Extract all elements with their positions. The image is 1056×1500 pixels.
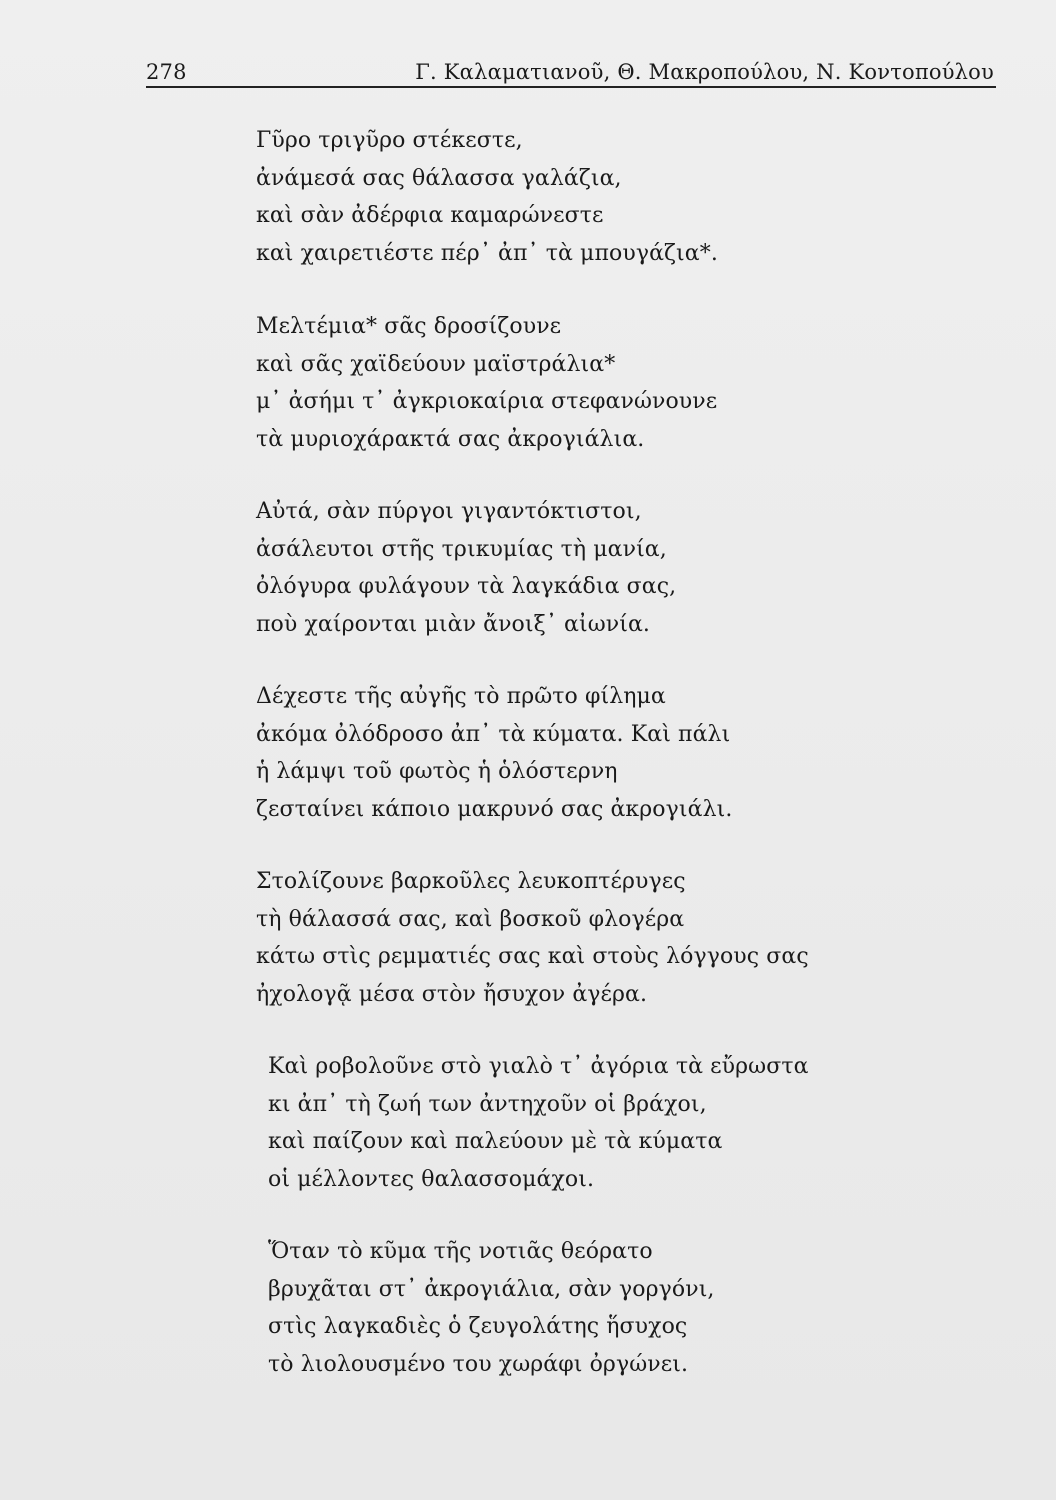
stanza-5: [256, 863, 976, 1013]
stanza-3: [256, 493, 976, 643]
running-head: [146, 44, 994, 84]
poem-line: ἡ λάμψι τοῦ φωτὸς ἡ ὁλόστερνη: [256, 759, 618, 784]
poem-line: Μελτέμια* σᾶς δροσίζουνε: [256, 314, 562, 339]
poem-line: Στολίζουνε βαρκοῦλες λευκοπτέρυγες: [256, 869, 686, 894]
poem-line: Γῦρο τριγῦρο στέκεστε,: [256, 128, 523, 153]
poem-line: τὰ μυριοχάρακτά σας ἀκρογιάλια.: [256, 426, 645, 452]
poem-line: βρυχᾶται στ᾽ ἀκρογιάλια, σὰν γοργόνι,: [268, 1276, 715, 1302]
stanza-6: [268, 1048, 976, 1198]
stanza-7: [268, 1233, 976, 1383]
poem-line: κάτω στὶς ρεμματιές σας καὶ στοὺς λόγγους σας: [256, 944, 809, 969]
poem-line: ὀλόγυρα φυλάγουν τὰ λαγκάδια σας,: [256, 574, 677, 599]
poem-line: Δέχεστε τῆς αὐγῆς τὸ πρῶτο φίλημα: [256, 684, 666, 709]
stanza-4: [256, 678, 976, 828]
stanza-1: [256, 122, 976, 272]
poem-line: Ὅταν τὸ κῦμα τῆς νοτιᾶς θεόρατο: [268, 1239, 653, 1264]
poem-line: καὶ σᾶς χαϊδεύουν μαϊστράλια*: [256, 351, 616, 377]
running-head-authors: Γ. Καλαματιανοῦ, Θ. Μακροπούλου, Ν. Κοντοπούλου: [415, 60, 994, 84]
poem-line: ποὺ χαίρονται μιὰν ἄνοιξ᾽ αἰωνία.: [256, 611, 651, 637]
poem-line: τὸ λιολουσμένο του χωράφι ὀργώνει.: [268, 1351, 689, 1377]
poem-line: Αὐτά, σὰν πύργοι γιγαντόκτιστοι,: [256, 499, 642, 524]
poem-line: καὶ σὰν ἀδέρφια καμαρώνεστε: [256, 203, 604, 228]
stanza-2: [256, 308, 976, 458]
poem-line: στὶς λαγκαδιὲς ὁ ζευγολάτης ἥσυχος: [268, 1314, 688, 1339]
page-number: 278: [146, 60, 187, 84]
header-rule: [146, 86, 996, 88]
poem-line: μ᾽ ἀσήμι τ᾽ ἀγκριοκαίρια στεφανώνουνε: [256, 389, 718, 414]
poem: [256, 122, 976, 1418]
poem-line: ἀσάλευτοι στῆς τρικυμίας τὴ μανία,: [256, 536, 667, 562]
poem-line: ἠχολογᾷ μέσα στὸν ἤσυχον ἀγέρα.: [256, 981, 648, 1007]
poem-line: κι ἀπ᾽ τὴ ζωή των ἀντηχοῦν οἱ βράχοι,: [268, 1091, 707, 1117]
poem-line: ἀκόμα ὀλόδροσο ἀπ᾽ τὰ κύματα. Καὶ πάλι: [256, 721, 731, 747]
poem-line: Καὶ ροβολοῦνε στὸ γιαλὸ τ᾽ ἀγόρια τὰ εὔρωστα: [268, 1054, 809, 1079]
poem-line: ἀνάμεσά σας θάλασσα γαλάζια,: [256, 165, 622, 191]
poem-line: καὶ παίζουν καὶ παλεύουν μὲ τὰ κύματα: [268, 1129, 723, 1154]
poem-line: ζεσταίνει κάποιο μακρυνό σας ἀκρογιάλι.: [256, 796, 733, 822]
poem-line: τὴ θάλασσά σας, καὶ βοσκοῦ φλογέρα: [256, 906, 685, 932]
poem-line: καὶ χαιρετιέστε πέρ᾽ ἀπ᾽ τὰ μπουγάζια*.: [256, 240, 718, 266]
poem-line: οἱ μέλλοντες θαλασσομάχοι.: [268, 1166, 595, 1192]
